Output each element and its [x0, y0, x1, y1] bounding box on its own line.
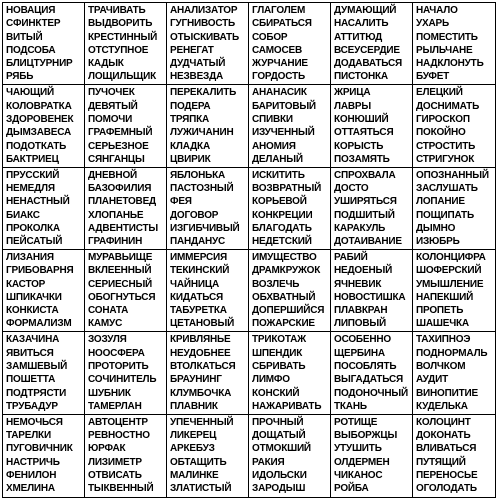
grid-word: ИМУЩЕСТВО: [252, 252, 317, 263]
grid-cell: [413, 332, 495, 414]
grid-word: ШПЕНДИК: [252, 347, 303, 359]
grid-cell: [249, 85, 331, 167]
grid-cell: [85, 332, 167, 414]
grid-word: КОРЬЕВОЙ: [252, 196, 307, 208]
grid-cell: [85, 415, 167, 497]
grid-word: КОНКИСТА: [6, 305, 59, 317]
grid-cell: [167, 332, 249, 414]
grid-word: ПУТЯЩИЙ: [416, 456, 466, 468]
grid-word: БУФЕТ: [416, 71, 450, 83]
grid-word: АУДИТ: [416, 374, 448, 386]
grid-word: КОЛОВРАТКА: [6, 100, 72, 112]
grid-word: ШАШЕЧКА: [416, 318, 469, 330]
grid-word: ОСОБЕННО: [334, 334, 392, 346]
grid-word: КЛАДКА: [170, 140, 210, 152]
grid-word: КАЗАЧИНА: [6, 334, 60, 346]
grid-word: РОТИЩЕ: [334, 416, 378, 428]
grid-word: ТЕКИНСКИЙ: [170, 265, 230, 277]
grid-word: НЕДОЕНЫЙ: [334, 265, 393, 277]
grid-word: ТАХИПНОЭ: [416, 334, 471, 346]
grid-word: ДРАМКРУЖОК: [252, 265, 321, 277]
grid-cell: [413, 250, 495, 332]
grid-word: ПОДНОРМАЛЬ: [416, 347, 488, 359]
grid-word: БАРИТОВЫЙ: [252, 100, 316, 112]
grid-word: ИЗЮБРЬ: [416, 236, 460, 248]
grid-word: ПЕРЕНОСЬЕ: [416, 469, 478, 481]
grid-word: ЗАМШЕВЫЙ: [6, 360, 68, 372]
grid-word: ТКАНЬ: [334, 400, 367, 412]
grid-word: НАСАЛИТЬ: [334, 18, 389, 30]
grid-cell: [3, 250, 85, 332]
grid-word: АДВЕНТИСТЫ: [88, 222, 158, 234]
grid-word: ПУЧОЧЕК: [88, 87, 135, 99]
grid-word: ЛОПАНИЕ: [416, 196, 465, 208]
grid-cell: [413, 85, 495, 167]
grid-word: ДОТАИВАНИЕ: [334, 236, 402, 248]
grid-word: НАПЕКШИЙ: [416, 291, 474, 303]
grid-word: ОБТАЩИТЬ: [170, 456, 227, 468]
grid-word: БАКТРИЕЦ: [6, 153, 59, 165]
grid-word: НЕМОЧЬСЯ: [6, 416, 63, 428]
grid-word: ОТТАЯТЬСЯ: [334, 127, 394, 139]
grid-word: БРАУНИНГ: [170, 374, 222, 386]
grid-word: ДЫМЗАВЕСА: [6, 127, 72, 139]
grid-word: ПАСТОЗНЫЙ: [170, 182, 234, 194]
grid-word: ЛИЗАНИЯ: [6, 252, 54, 263]
grid-cell: [413, 3, 495, 85]
grid-word: ДОСНИМАТЬ: [416, 100, 480, 112]
grid-word: ШУБНИК: [88, 387, 131, 399]
grid-word: ГЛАГОЛЕМ: [252, 5, 306, 16]
grid-word: АВТОЦЕНТР: [88, 416, 148, 428]
grid-word: СБРИВАТЬ: [252, 360, 306, 372]
grid-word: ОТСТУПНОЕ: [88, 44, 149, 56]
grid-word: МУРАВЬИЩЕ: [88, 252, 153, 263]
grid-cell: [3, 3, 85, 85]
grid-word: РАБИЙ: [334, 252, 368, 263]
grid-cell: [3, 415, 85, 497]
grid-word: ПРОТОРИТЬ: [88, 360, 149, 372]
grid-word: АНАНАСИК: [252, 87, 307, 99]
grid-word: НАСТРИЧЬ: [6, 456, 60, 468]
grid-word: НОВАЦИЯ: [6, 5, 56, 16]
grid-word: КОНСКИЙ: [252, 387, 300, 399]
grid-word: РЫЛЬЧАНЕ: [416, 44, 473, 56]
grid-word: ГОРДОСТЬ: [252, 71, 305, 83]
grid-word: ПЕЙСАТЫЙ: [6, 236, 63, 248]
grid-word: НОВОСТИШКА: [334, 291, 406, 303]
grid-word: СЕРИЕСНЫЙ: [88, 278, 153, 290]
grid-word: ЯЧНЕВИК: [334, 278, 382, 290]
grid-word: НООСФЕРА: [88, 347, 145, 359]
grid-word: НАЧАЛО: [416, 5, 458, 16]
grid-cell: [331, 168, 413, 250]
grid-word: УШИРЯТЬСЯ: [334, 196, 397, 208]
grid-word: ГРАФИНИН: [88, 236, 143, 248]
grid-word: ЖУРЧАНИЕ: [252, 58, 308, 70]
grid-cell: [249, 415, 331, 497]
grid-word: ОБОГНУТЬСЯ: [88, 291, 156, 303]
grid-word: ВЫГАДАТЬСЯ: [334, 374, 403, 386]
grid-word: РЯБЬ: [6, 71, 34, 83]
grid-word: ВОЗЛЕЧЬ: [252, 278, 300, 290]
grid-word: НЕНАСТНЫЙ: [6, 196, 70, 208]
grid-word: МАЛИНКЕ: [170, 469, 219, 481]
grid-word: НЕДЕТСКИЙ: [252, 236, 312, 248]
grid-word: ГИРОСКОП: [416, 113, 470, 125]
grid-word: КИДАТЬСЯ: [170, 291, 223, 303]
grid-word: ИЗУЧЕННЫЙ: [252, 127, 315, 139]
grid-word: ЗЛАТИСТЫЙ: [170, 483, 232, 495]
grid-word: КОНКРЕЦИИ: [252, 209, 313, 221]
grid-word: СОНАТА: [88, 305, 129, 317]
grid-word: ТРУБАДУР: [6, 400, 58, 412]
grid-word: ЖРИЦА: [334, 87, 371, 99]
grid-word: РАКИЯ: [252, 456, 285, 468]
grid-word: ЕЛЕЦКИЙ: [416, 87, 463, 99]
grid-word: ПРУССКИЙ: [6, 169, 60, 181]
grid-word: ТАМЕРЛАН: [88, 400, 142, 412]
grid-word: ВЫБОРЖЦЫ: [334, 429, 398, 441]
grid-word: СПИВКИ: [252, 113, 293, 125]
grid-word: БАЗОФИЛИЯ: [88, 182, 152, 194]
grid-word: ЛИЗИМЕТР: [88, 456, 142, 468]
grid-word: ВОЗВРАТНЫЙ: [252, 182, 322, 194]
grid-word: ФОРМАЛИЗМ: [6, 318, 72, 330]
grid-word: КЛУМБОЧКА: [170, 387, 232, 399]
grid-word: ЗДОРОВЕНЕК: [6, 113, 74, 125]
grid-word: ЛИПОВЫЙ: [334, 318, 386, 330]
grid-word: ОТМОКШИЙ: [252, 443, 311, 455]
grid-word: ТАРЕЛКИ: [6, 429, 51, 441]
grid-word: СЯНГАНЦЫ: [88, 153, 145, 165]
grid-word: ЗОЗУЛЯ: [88, 334, 127, 346]
grid-word: КОЛОНЦИФРА: [416, 252, 486, 263]
grid-word: ХЛОПАНЬЕ: [88, 209, 144, 221]
grid-word: ВТОЛКАТЬСЯ: [170, 360, 236, 372]
grid-word: ОГОЛОДАТЬ: [416, 483, 477, 495]
grid-word: ВЛИВАТЬСЯ: [416, 443, 477, 455]
grid-word: ЯБЛОНЬКА: [170, 169, 226, 181]
grid-word: ЩЕРБИНА: [334, 347, 385, 359]
grid-word: СОБОР: [252, 31, 288, 43]
grid-word: ДУДЧАТЫЙ: [170, 58, 226, 70]
grid-word: КРИВЛЯНЬЕ: [170, 334, 231, 346]
grid-word: ЛУЖИЧАНИН: [170, 127, 234, 139]
grid-word: АТТИТЮД: [334, 31, 383, 43]
grid-word: ЛИКЕРЕЦ: [170, 429, 217, 441]
grid-word: НАЖАРИВАТЬ: [252, 400, 322, 412]
grid-word: СТРОСТИТЬ: [416, 140, 476, 152]
grid-word: КОЛОЦИНТ: [416, 416, 471, 428]
grid-word: ОТВИСАТЬ: [88, 469, 142, 481]
grid-word: ШОФЕРСКИЙ: [416, 265, 482, 277]
grid-cell: [167, 250, 249, 332]
grid-word: СПРОХВАЛА: [334, 169, 396, 181]
grid-word: КУДЕЛЬКА: [416, 400, 468, 412]
grid-word: КАДЫК: [88, 58, 124, 70]
grid-word: ПИСТОНКА: [334, 71, 388, 83]
grid-word: ГРАФЕМНЫЙ: [88, 127, 153, 139]
grid-word: ОЛДЕРМЕН: [334, 456, 390, 468]
grid-word: ПОДОНОЧНЫЙ: [334, 387, 408, 399]
word-grid: [2, 2, 496, 498]
grid-word: ПЛАВНИК: [170, 400, 218, 412]
grid-word: ЗАРОДЫШ: [252, 483, 306, 495]
grid-word: ЧАЙНИЦА: [170, 278, 219, 290]
grid-word: ДОПЕРШИЙСЯ: [252, 305, 325, 317]
grid-word: ЦВИРИК: [170, 153, 211, 165]
grid-word: ТАБУРЕТКА: [170, 305, 227, 317]
grid-word: ДЫМНО: [416, 222, 456, 234]
grid-word: ГРИБОВАРНЯ: [6, 265, 74, 277]
grid-word: УПЕЧЕННЫЙ: [170, 416, 234, 428]
grid-cell: [249, 250, 331, 332]
grid-word: ДЕЛАНЫЙ: [252, 153, 303, 165]
grid-word: ПОСОБЛЯТЬ: [334, 360, 397, 372]
grid-word: ФЕЯ: [170, 196, 192, 208]
grid-word: ШПИКАЧКИ: [6, 291, 62, 303]
grid-word: ПОДШИТЫЙ: [334, 209, 395, 221]
grid-word: ОБХВАТНЫЙ: [252, 291, 316, 303]
grid-word: ДНЕВНОЙ: [88, 169, 138, 181]
grid-word: ПОШЕТТА: [6, 374, 56, 386]
grid-word: ВИНОПИТИЕ: [416, 387, 478, 399]
grid-word: ПОДОТКАТЬ: [6, 140, 67, 152]
grid-word: ВЫДВОРИТЬ: [88, 18, 153, 30]
grid-word: ЧИКАНОС: [334, 469, 383, 481]
grid-cell: [167, 85, 249, 167]
grid-word: ФЕНИЛОН: [6, 469, 57, 481]
grid-word: ИЗГИБЧИВЫЙ: [170, 222, 240, 234]
grid-word: ПРОКОЛКА: [6, 222, 60, 234]
grid-cell: [249, 3, 331, 85]
grid-cell: [3, 85, 85, 167]
grid-cell: [331, 332, 413, 414]
grid-word: АНОМИЯ: [252, 140, 296, 152]
grid-word: ТРЯПКА: [170, 113, 210, 125]
grid-word: КОРЫСТЬ: [334, 140, 384, 152]
grid-word: ПАНДАНУС: [170, 236, 226, 248]
grid-word: УТУШИТЬ: [334, 443, 382, 455]
grid-word: ДУМАЮЩИЙ: [334, 5, 397, 16]
grid-cell: [85, 250, 167, 332]
grid-word: НЕЗВЕЗДА: [170, 71, 224, 83]
grid-word: ЮРФАК: [88, 443, 126, 455]
grid-word: ТЫКВЕННЫЙ: [88, 483, 154, 495]
grid-word: СБИРАТЬСЯ: [252, 18, 312, 30]
grid-word: ПЛАВКРАН: [334, 305, 388, 317]
grid-cell: [413, 168, 495, 250]
grid-word: РЕНЕГАТ: [170, 44, 214, 56]
grid-word: ГУГНИВОСТЬ: [170, 18, 235, 30]
grid-word: ДЕВЯТЫЙ: [88, 100, 138, 112]
grid-word: ЗАСЛУШАТЬ: [416, 182, 478, 194]
grid-word: ДОЩАТЫЙ: [252, 429, 306, 441]
grid-word: УМЫШЛЕНИЕ: [416, 278, 484, 290]
grid-cell: [85, 168, 167, 250]
grid-word: СОЧИНИТЕЛЬ: [88, 374, 157, 386]
grid-word: КАМУС: [88, 318, 123, 330]
grid-word: ПОЖАРСКИЕ: [252, 318, 315, 330]
grid-word: СЕРЬЕЗНОЕ: [88, 140, 149, 152]
grid-word: ДОКОНАТЬ: [416, 429, 471, 441]
grid-word: ДОСТО: [334, 182, 369, 194]
grid-word: ВИТЫЙ: [6, 31, 43, 43]
grid-word: ВКЛЕЕННЫЙ: [88, 265, 152, 277]
grid-word: УХАРЬ: [416, 18, 449, 30]
grid-word: НАДКЛОНУТЬ: [416, 58, 484, 70]
grid-word: РОЙБА: [334, 483, 369, 495]
grid-word: ЛИМФО: [252, 374, 290, 386]
grid-cell: [331, 415, 413, 497]
grid-word: ТРИКОТАЖ: [252, 334, 306, 346]
grid-word: АНАЛИЗАТОР: [170, 5, 238, 16]
grid-word: ПОЗАМЯТЬ: [334, 153, 390, 165]
grid-word: БИАКС: [6, 209, 40, 221]
grid-word: ДОГОВОР: [170, 209, 219, 221]
grid-word: ПОДЕРА: [170, 100, 211, 112]
grid-word: ВСЕУСЕРДИЕ: [334, 44, 400, 56]
grid-word: ПЕРЕКАЛИТЬ: [170, 87, 237, 99]
grid-cell: [167, 415, 249, 497]
grid-word: СФИНКТЕР: [6, 18, 61, 30]
grid-cell: [167, 168, 249, 250]
grid-word: ЛАВРЫ: [334, 100, 371, 112]
grid-word: ТРАЧИВАТЬ: [88, 5, 146, 16]
grid-word: ЧАЮЩИЙ: [6, 87, 54, 99]
grid-cell: [3, 168, 85, 250]
grid-cell: [331, 85, 413, 167]
grid-word: ДОДАВАТЬСЯ: [334, 58, 403, 70]
grid-word: ЛОЩИЛЬЩИК: [88, 71, 157, 83]
grid-word: ИММЕРСИЯ: [170, 252, 227, 263]
grid-word: ЯВИТЬСЯ: [6, 347, 54, 359]
grid-word: ВОЛЧКОМ: [416, 360, 466, 372]
grid-word: ПЛАНЕТОВЕД: [88, 196, 156, 208]
grid-word: ПОМЕСТИТЬ: [416, 31, 478, 43]
grid-word: ПУГОВИЧНИК: [6, 443, 73, 455]
grid-cell: [331, 3, 413, 85]
grid-cell: [249, 332, 331, 414]
grid-word: ПОЩИПАТЬ: [416, 209, 474, 221]
grid-word: ИДОЛЬСКИ: [252, 469, 307, 481]
grid-word: ПОМОЧИ: [88, 113, 133, 125]
grid-cell: [331, 250, 413, 332]
grid-word: БЛАГОДАТЬ: [252, 222, 312, 234]
grid-word: ОПОЗНАННЫЙ: [416, 169, 489, 181]
grid-word: НЕМЕДЛЯ: [6, 182, 55, 194]
grid-word: КРЕСТИННЫЙ: [88, 31, 158, 43]
grid-word: СТРИГУНОК: [416, 153, 475, 165]
grid-cell: [85, 85, 167, 167]
grid-word: ПОДСОБА: [6, 44, 56, 56]
grid-word: КАРАКУЛЬ: [334, 222, 386, 234]
grid-word: ПРОПЕТЬ: [416, 305, 464, 317]
grid-word: ИСКИТИТЬ: [252, 169, 305, 181]
grid-word: ЦЕТАНОВЫЙ: [170, 318, 235, 330]
grid-word: КАСТОР: [6, 278, 46, 290]
grid-word: САМОСЕВ: [252, 44, 303, 56]
grid-cell: [413, 415, 495, 497]
grid-word: ПОКОЙНО: [416, 127, 466, 139]
grid-word: ХМЕЛИНА: [6, 483, 55, 495]
grid-word: АРКЕБУЗ: [170, 443, 215, 455]
grid-cell: [3, 332, 85, 414]
grid-word: НЕУДОБНЕЕ: [170, 347, 231, 359]
grid-cell: [167, 3, 249, 85]
grid-word: РЕВНОСТНО: [88, 429, 150, 441]
grid-word: ПРОЧНЫЙ: [252, 416, 304, 428]
grid-word: БЛИЦТУРНИР: [6, 58, 73, 70]
grid-cell: [249, 168, 331, 250]
grid-cell: [85, 3, 167, 85]
grid-word: ОТЫСКИВАТЬ: [170, 31, 239, 43]
grid-word: КОНЮШИЙ: [334, 113, 389, 125]
grid-word: ПОДТРЯСТИ: [6, 387, 67, 399]
